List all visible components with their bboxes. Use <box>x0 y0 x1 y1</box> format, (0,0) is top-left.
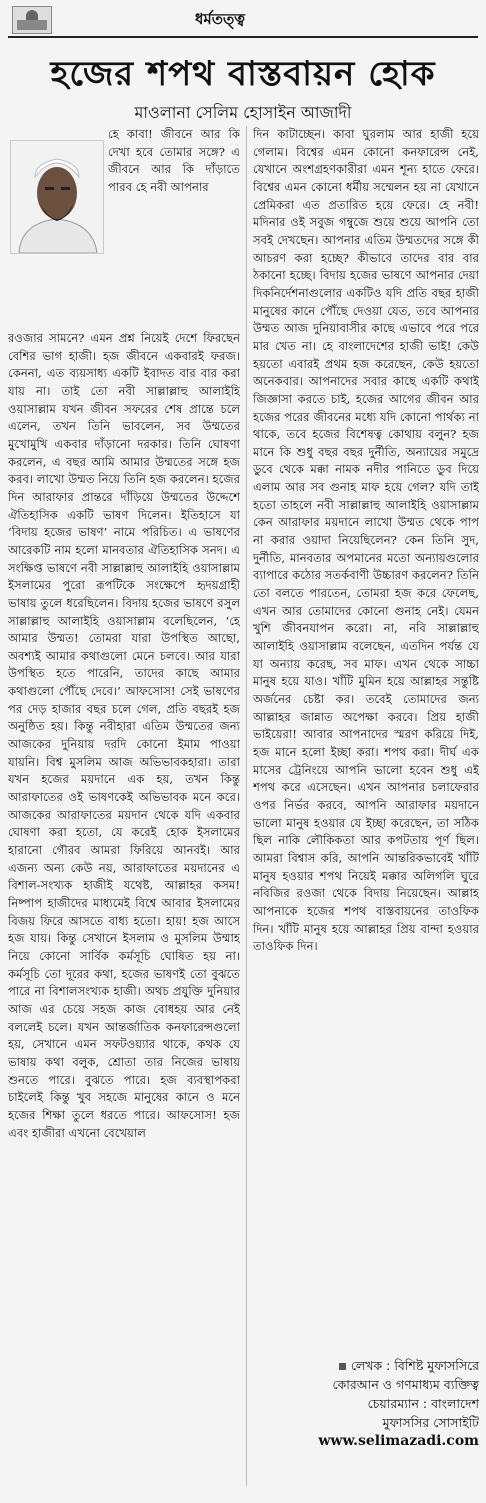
article-paragraph: রওজার সামনে? এমন প্রশ্ন নিয়েই দেশে ফিরছেন বেশির ভাগ হাজী। হজ জীবনে একবারই ফরজ। কেননা, এত ব্যয়সাধ্য একটি ইবাদত বার বার করা যায় না। তাই তো নবী সাল্লাল্লাহু আলাইহি ওয়াসাল্লাম যখন জীবন সফরের শেষ প্রান্তে চলে এলেন, তখন তিনি ভাবলেন, সব উম্মতের মুখোমুখি একবার দাঁড়ানো দরকার। তিনি ঘোষণা করলেন, এ বছর আমি আমার উম্মতের সঙ্গে হজ করব। লাখো উম্মত নিয়ে তিনি হজ করলেন। হজের দিন আরাফার প্রান্তরে দাঁড়িয়ে উম্মতের উদ্দেশে ঐতিহাসিক একটি ভাষণ দিলেন। ইতিহাসে যা ‘বিদায় হজের ভাষণ’ নামে পরিচিত। এ ভাষণের আরেকটি নাম হলো মানবতার ঐতিহাসিক সনদ। এ সংক্ষিপ্ত ভাষণে নবী সাল্লাল্লাহু আলাইহি ওয়াসাল্লাম ইসলামের পুরো রূপটিকে সংক্ষেপে হৃদয়গ্রাহী ভাষায় তুলে ধরেছিলেন। বিদায় হজের ভাষণে রসুল সাল্লাল্লাহু আলাইহি ওয়াসাল্লাম বলেছিলেন, ‘হে আমার উম্মত! তোমরা যারা উপস্থিত আছো, অবশ্যই আমার কথাগুলো মেনে চলবে। আর যারা উপস্থিত হতে পারেনি, তাদের কাছে আমার কথাগুলো পৌঁছে দেবে।’ আফসোস! সেই ভাষণের পর দেড় হাজার বছর চলে গেল, প্রতি বছরই হজ অনুষ্ঠিত হয়। কিন্তু নবীহারা এতিম উম্মতের জন্য আজকের দুনিয়ায় দরদি কোনো ইমাম পাওয়া যায়নি। বিশ্ব মুসলিম আজ অভিভাবকহারা। তারা যখন হজের ময়দানে এক হয়, তখন কিন্তু আরাফাতের ওই ভাষণকেই অভিভাবক মনে করে। আজকের আরাফাতের ময়দান থেকে যদি একবার ঘোষণা করা হতো, যে করেই হোক ইসলামের হারানো গৌরব আমরা ফিরিয়ে আনবই। আর এজন্য অন্য কেউ নয়, আরাফাতের ময়দানের এ বিশাল-সংখ্যক হাজীই যথেষ্ট, আল্লাহর কসম! নিষ্পাপ হাজীদের মাধ্যমেই বিশ্বে আবার ইসলামের বিজয় ফিরে আসতে বাধ্য হতো। হায়! হজ আসে হজ যায়। কিন্তু সেখানে ইসলাম ও মুসলিম উম্মাহ নিয়ে কোনো সার্বিক কর্মসূচি ঘোষিত হয় না। কর্মসূচি তো দূরের কথা, হজের ভাষণই তো বুঝতে পারে না বিশালসংখ্যক হাজী। অথচ প্রযুক্তি দুনিয়ার আজ এর চেয়ে সহজ কাজ বোধহয় আর নেই বললেই চলে। যখন আন্তর্জাতিক কনফারেন্সগুলো হয়, সেখানে এমন সফটওয়্যার থাকে, কথক যে ভাষায় কথা বলুক, শ্রোতা তার নিজের ভাষায় শুনতে পারে। বুঝতে পারে। হজ ব্যবস্থাপকরা চাইলেই কিন্তু খুব সহজে মানুষের কানে ও মনে হজের শিক্ষা তুলে ধরতে পারে। আফসোস! হজ এবং হাজীরা এখনো বেখেয়াল <box>8 331 240 1140</box>
author-byline <box>253 1356 479 1451</box>
bullet-icon <box>339 1363 346 1370</box>
article-author: মাওলানা সেলিম হোসাইন আজাদী <box>134 103 352 122</box>
header-rule <box>8 36 478 38</box>
article-title: হজের শপথ বাস্তবায়ন হোক <box>50 54 436 94</box>
column-divider <box>246 126 247 1486</box>
author-website: www.selimazadi.com <box>318 1433 479 1449</box>
article-column-right <box>253 126 479 1326</box>
article-paragraph: দিন কাটাচ্ছেন। কাবা ঘুরলাম আর হাজী হয়ে গেলাম। বিশ্বের এমন কোনো কনফারেন্স নেই, যেখানে অংশগ্রহণকারীরা এমন শূন্য হাতে ফেরে। বিশ্বের এমন কোনো ধর্মীয় সম্মেলন হয় না যেখানে প্রেমিকরা এত প্রতারিত হয়ে ফেরে। হে নবী! মদিনার ওই সবুজ গম্বুজে শুয়ে শুয়ে আপনি তো সবই দেখছেন। আপনার এতিম উম্মতদের সঙ্গে কী আচরণ করা হচ্ছে? কীভাবে তাদের বার বার ঠকানো হচ্ছে। বিদায় হজের ভাষণে আপনার দেয়া দিকনির্দেশনাগুলোর একটিও যদি প্রতি বছর হাজী মানুষের কানে পৌঁছে দেওয়া যেত, তবে আপনার উম্মত আজ দুনিয়াবাসীর কাছে এভাবে পরে পরে মার খেত না। হে বাংলাদেশের হাজী ভাই! কেউ হয়তো এবারই প্রথম হজ করেছেন, কেউ হয়তো অনেকবার। আপনাদের সবার কাছে একটি কথাই জিজ্ঞাসা করতে চাই, হজের আগের জীবন আর হজের পরের জীবনের মধ্যে যদি কোনো পার্থক্য না থাকে, তবে হজের বিশেষত্ব কোথায় বলুন? হজ মানে কি শুধু বছর বছর দুর্নীতি, অন্যায়ের সমুদ্রে ডুবে থেকে মক্কা নামক নদীর পানিতে ডুব দিয়ে এলাম আর সব গুনাহ মাফ হয়ে গেল? যদি তাই হতো তাহলে নবী সাল্লাল্লাহু আলাইহি ওয়াসাল্লাম কেন আরাফার ময়দানে লাখো উম্মত থেকে পাপ না করার ওয়াদা নিয়েছিলেন? কেন তিনি সুদ, দুর্নীতি, মানবতার অপমানের মতো অন্যায়গুলোর ব্যাপারে কঠোর সতর্কবাণী উচ্চারণ করলেন? তিনি তো বলতে পারতেন, তোমরা হজ করে ফেলেছ, এখন আর তোমাদের কোনো গুনাহ নেই। যেমন খুশি জীবনযাপন করো। না, নবি সাল্লাল্লাহু আলাইহি ওয়াসাল্লাম বলেছেন, এতদিন পর্যন্ত যে যা অন্যায় করেছ, সব মাফ। এখন থেকে সাচ্চা মানুষ হয়ে যাও। খাঁটি মুমিন হয়ে আল্লাহর সন্তুষ্টি অর্জনের চেষ্টা কর। তবেই তোমাদের জন্য আল্লাহর জান্নাত অপেক্ষা করবে। প্রিয় হাজী ভাইয়েরা! আবার আপনাদের স্মরণ করিয়ে দিই, হজ মানে হলো ইচ্ছা করা। শপথ করা। দীর্ঘ এক মাসের ট্রেনিংয়ে আপনি ভালো হবেন শুধু এই শপথ করে এসেছেন। এখন আপনার চলাফেরার ওপর নির্ভর করবে, আপনি আরাফার ময়দানে ভালো মানুষ হওয়ার যে ইচ্ছা করেছেন, তা সঠিক ছিল নাকি লৌকিকতা আর কপটতায় পূর্ণ ছিল। আমরা বিশ্বাস করি, আপনি আন্তরিকভাবেই খাঁটি মানুষ হওয়ার শপথ নিয়েই মক্কার অলিগলি ঘুরে নবিজির রওজা থেকে বিদায় নিয়েছেন। আল্লাহ আপনাকে হজের শপথ বাস্তবায়নের তাওফিক দিন। খাঁটি মানুষ হয়ে আল্লাহর প্রিয় বান্দা হওয়ার তাওফিক দিন। <box>253 127 479 954</box>
author-photo <box>10 140 104 254</box>
article-paragraph: হে কাবা! জীবনে আর কি দেখা হবে তোমার সঙ্গে? এ জীবনে আর কি দাঁড়াতে পারব হে নবী আপনার <box>108 127 240 194</box>
article-column-left-top <box>108 126 240 330</box>
byline-line: মুফাসসির সোসাইটি <box>382 1415 479 1430</box>
byline-line: কোরআন ও গণমাধ্যম ব্যক্তিত্ব <box>332 1377 479 1392</box>
byline-line: চেয়ারম্যান : বাংলাদেশ <box>367 1396 479 1411</box>
byline-line: লেখক : বিশিষ্ট মুফাসসিরে <box>350 1358 479 1373</box>
article-column-left <box>8 330 240 1496</box>
section-header <box>0 0 486 50</box>
section-label: ধর্মতত্ত্ব <box>195 10 245 28</box>
mosque-logo-icon <box>12 6 52 34</box>
